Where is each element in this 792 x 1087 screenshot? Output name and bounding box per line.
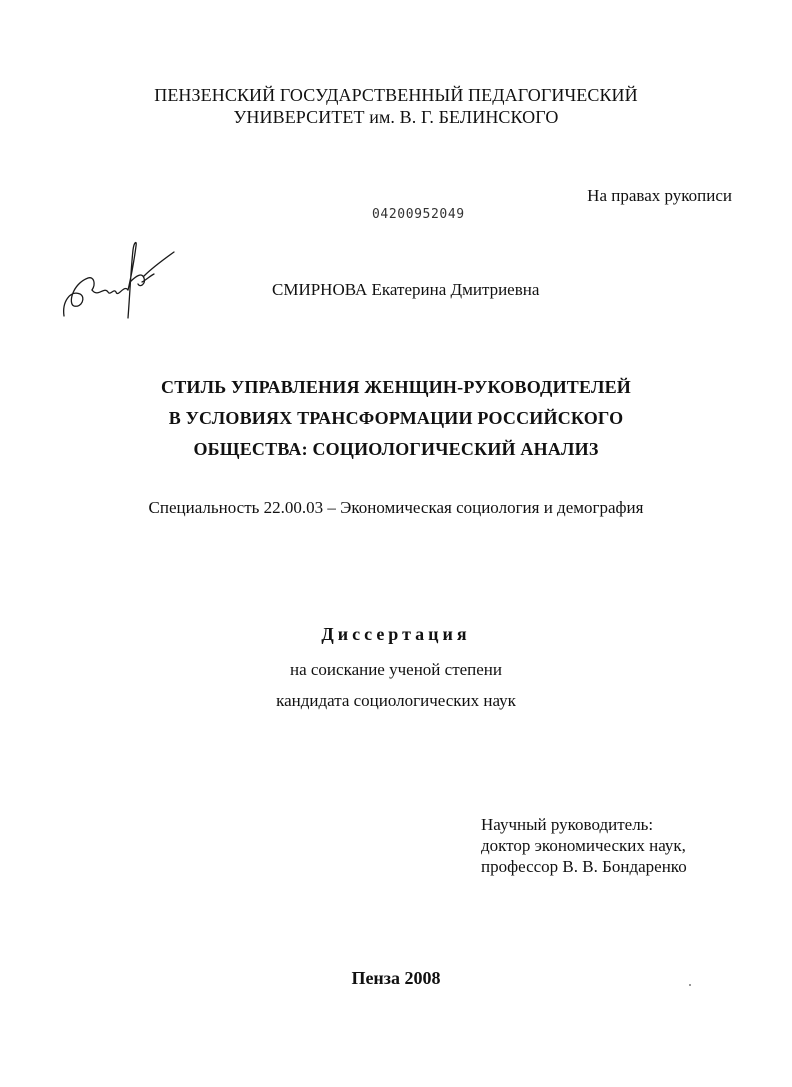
scan-speck bbox=[689, 984, 691, 986]
advisor-line-2: доктор экономических наук, bbox=[481, 836, 686, 855]
scientific-advisor bbox=[481, 814, 687, 877]
rights-note: На правах рукописи bbox=[587, 186, 732, 205]
dissertation-title bbox=[0, 372, 792, 465]
university-line-1: ПЕНЗЕНСКИЙ ГОСУДАРСТВЕННЫЙ ПЕДАГОГИЧЕСКИЙ bbox=[154, 85, 638, 105]
advisor-line-1: Научный руководитель: bbox=[481, 815, 654, 834]
title-line-3: ОБЩЕСТВА: СОЦИОЛОГИЧЕСКИЙ АНАЛИЗ bbox=[193, 439, 599, 459]
university-line-2: УНИВЕРСИТЕТ им. В. Г. БЕЛИНСКОГО bbox=[233, 107, 559, 127]
handwritten-signature bbox=[58, 232, 180, 324]
degree-info bbox=[0, 654, 792, 716]
university-header bbox=[0, 84, 792, 128]
title-line-1: СТИЛЬ УПРАВЛЕНИЯ ЖЕНЩИН-РУКОВОДИТЕЛЕЙ bbox=[161, 377, 631, 397]
specialty: Специальность 22.00.03 – Экономическая социология и демография bbox=[148, 498, 644, 517]
city-year: Пенза 2008 bbox=[351, 968, 441, 988]
registry-code: 04200952049 bbox=[372, 207, 465, 222]
degree-line-2: кандидата социологических наук bbox=[276, 691, 516, 710]
degree-line-1: на соискание ученой степени bbox=[289, 660, 503, 679]
title-line-2: В УСЛОВИЯХ ТРАНСФОРМАЦИИ РОССИЙСКОГО bbox=[168, 408, 624, 428]
advisor-line-3: профессор В. В. Бондаренко bbox=[481, 857, 687, 876]
dissertation-label: Диссертация bbox=[321, 624, 471, 644]
author-name: СМИРНОВА Екатерина Дмитриевна bbox=[272, 280, 540, 299]
